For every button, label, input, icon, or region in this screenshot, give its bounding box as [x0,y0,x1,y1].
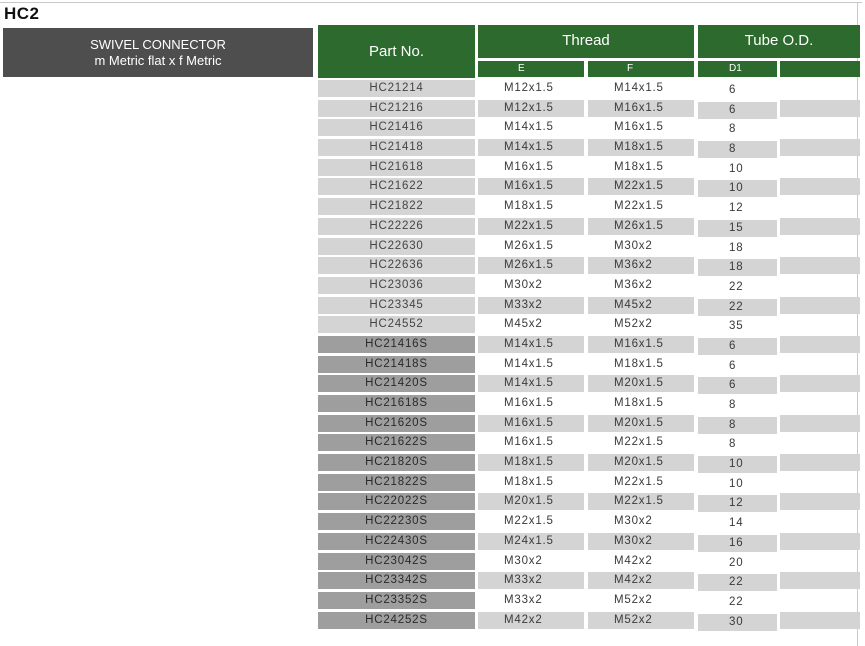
tube-d1-cell: 6 [729,359,737,372]
blank-cell [780,336,860,353]
part-no-cell: HC22430S [318,533,475,550]
table-row [0,611,865,631]
tube-d1-cell: 22 [698,299,777,316]
part-no-cell: HC22230S [318,513,475,530]
thread-e-cell: M12x1.5 [504,82,554,94]
table-row [0,99,865,119]
table-row [0,177,865,197]
part-no-cell: HC22022S [318,493,475,510]
thread-f-cell: M18x1.5 [614,160,664,173]
part-no-cell: HC24552 [318,316,475,333]
thread-e-cell: M33x2 [478,572,584,589]
part-no-cell: HC21416 [318,119,475,136]
thread-e-cell: M24x1.5 [478,533,584,550]
thread-e-cell: M18x1.5 [504,200,554,213]
thread-e-cell: M14x1.5 [478,375,584,392]
blank-subheader [780,61,860,77]
blank-cell [780,277,860,294]
thread-f-cell: M30x2 [588,533,694,550]
thread-f-cell: M16x1.5 [614,121,664,134]
thread-f-cell: M20x1.5 [588,375,694,392]
thread-f-cell: M18x1.5 [614,357,664,370]
tube-d1-cell: 35 [729,320,744,333]
thread-e-cell: M20x1.5 [478,493,584,510]
thread-f-cell: M22x1.5 [614,475,664,488]
blank-cell [780,592,860,609]
table-row [0,237,865,257]
thread-f-cell: M22x1.5 [588,178,694,195]
tube-d1-cell: 20 [729,556,744,569]
table-row [0,118,865,138]
tube-d1-cell: 30 [698,614,777,631]
tube-d1-cell: 22 [729,280,744,293]
part-no-cell: HC21618S [318,395,475,412]
tube-d1-cell: 8 [729,438,737,451]
thread-f-cell: M20x1.5 [588,415,694,432]
tube-d1-cell: 6 [698,102,777,119]
thread-f-cell: M45x2 [588,297,694,314]
part-no-cell: HC21418S [318,356,475,373]
table-row [0,374,865,394]
blank-cell [780,553,860,570]
blank-cell [780,356,860,373]
thread-f-cell: M14x1.5 [614,82,664,94]
thread-e-cell: M30x2 [504,554,543,567]
blank-cell [780,119,860,136]
table-row [0,433,865,453]
part-no-cell: HC21618 [318,159,475,176]
tube-d1-cell: 10 [729,162,744,175]
blank-cell [780,395,860,412]
d1-subheader: D1 [698,61,777,77]
blank-cell [780,375,860,392]
table-row [0,158,865,178]
tube-d1-cell: 6 [698,338,777,355]
part-no-cell: HC21420S [318,375,475,392]
series-title: HC2 [4,4,40,23]
part-no-cell: HC21822 [318,198,475,215]
thread-e-cell: M26x1.5 [478,257,584,274]
table-row [0,512,865,532]
table-row [0,335,865,355]
thread-f-cell: M22x1.5 [588,493,694,510]
table-row [0,138,865,158]
thread-e-cell: M12x1.5 [478,100,584,117]
tube-d1-cell: 10 [698,456,777,473]
thread-f-cell: M18x1.5 [614,397,664,409]
thread-e-cell: M33x2 [478,297,584,314]
blank-cell [780,159,860,176]
e-subheader: E [478,61,584,77]
tube-d1-cell: 8 [729,399,737,411]
thread-f-cell: M30x2 [614,239,653,252]
blank-cell [780,533,860,550]
tube-d1-cell: 8 [698,141,777,158]
part-no-cell: HC23352S [318,592,475,609]
tube-d1-cell: 22 [698,574,777,591]
thread-e-cell: M42x2 [478,612,584,629]
table-row [0,256,865,276]
tube-d1-cell: 12 [698,495,777,512]
part-no-cell: HC21416S [318,336,475,353]
description-line-1: SWIVEL CONNECTOR [90,37,226,52]
thread-e-cell: M14x1.5 [504,121,554,134]
thread-f-cell: M16x1.5 [588,336,694,353]
thread-e-cell: M45x2 [504,318,543,331]
part-no-cell: HC23042S [318,553,475,570]
blank-cell [780,257,860,274]
thread-e-cell: M18x1.5 [504,475,554,488]
part-no-cell: HC23036 [318,277,475,294]
part-no-cell: HC24252S [318,612,475,629]
table-row [0,296,865,316]
thread-e-cell: M16x1.5 [478,178,584,195]
thread-e-cell: M30x2 [504,278,543,291]
part-no-cell: HC21418 [318,139,475,156]
description-line-2: m Metric flat x f Metric [94,53,222,68]
blank-cell [780,238,860,255]
parts-table-body [0,79,865,630]
blank-cell [780,178,860,195]
thread-f-cell: M52x2 [614,593,653,606]
thread-f-cell: M36x2 [614,278,653,291]
thread-e-cell: M14x1.5 [478,139,584,156]
blank-cell [780,297,860,314]
thread-f-cell: M42x2 [614,554,653,567]
tube-d1-cell: 10 [729,477,744,490]
tube-od-header: Tube O.D. [698,25,860,58]
thread-f-cell: M18x1.5 [588,139,694,156]
blank-cell [780,139,860,156]
tube-d1-cell: 10 [698,180,777,197]
thread-e-cell: M33x2 [504,593,543,606]
thread-e-cell: M16x1.5 [504,436,554,449]
table-row [0,414,865,434]
thread-f-cell: M52x2 [588,612,694,629]
blank-cell [780,493,860,510]
thread-e-cell: M16x1.5 [478,415,584,432]
tube-d1-cell: 8 [729,123,737,136]
thread-f-cell: M22x1.5 [614,200,664,213]
blank-cell [780,474,860,491]
part-no-cell: HC21622S [318,434,475,451]
product-description [3,28,313,77]
thread-f-cell: M30x2 [614,515,653,528]
part-no-cell: HC22226 [318,218,475,235]
thread-f-cell: M16x1.5 [588,100,694,117]
blank-cell [780,80,860,97]
part-no-cell: HC21622 [318,178,475,195]
blank-cell [780,218,860,235]
part-no-cell: HC23342S [318,572,475,589]
thread-e-cell: M16x1.5 [504,160,554,173]
tube-d1-cell: 15 [698,220,777,237]
table-row [0,197,865,217]
part-no-cell: HC21822S [318,474,475,491]
table-row [0,473,865,493]
tube-d1-cell: 18 [698,259,777,276]
blank-cell [780,434,860,451]
table-row [0,492,865,512]
thread-e-cell: M22x1.5 [504,515,554,528]
tube-d1-cell: 22 [729,595,744,608]
thread-e-cell: M26x1.5 [504,239,554,252]
blank-cell [780,612,860,629]
blank-cell [780,100,860,117]
tube-d1-cell: 18 [729,241,744,254]
table-row [0,571,865,591]
thread-e-cell: M14x1.5 [478,336,584,353]
part-no-cell: HC21620S [318,415,475,432]
thread-e-cell: M16x1.5 [504,397,554,409]
part-no-cell: HC23345 [318,297,475,314]
tube-d1-cell: 6 [698,377,777,394]
blank-cell [780,513,860,530]
blank-cell [780,454,860,471]
tube-d1-cell: 14 [729,517,744,530]
blank-cell [780,316,860,333]
tube-d1-cell: 16 [698,535,777,552]
tube-d1-cell: 8 [698,417,777,434]
top-divider [0,2,862,3]
part-no-cell: HC21216 [318,100,475,117]
part-no-cell: HC22630 [318,238,475,255]
part-no-cell: HC21820S [318,454,475,471]
table-row [0,453,865,473]
thread-f-cell: M42x2 [588,572,694,589]
blank-cell [780,415,860,432]
part-no-cell: HC21214 [318,80,475,97]
part-no-cell: HC22636 [318,257,475,274]
thread-e-cell: M18x1.5 [478,454,584,471]
tube-d1-cell: 6 [729,84,737,96]
table-row [0,394,865,414]
thread-f-cell: M52x2 [614,318,653,331]
table-row [0,552,865,572]
table-row [0,276,865,296]
thread-f-cell: M22x1.5 [614,436,664,449]
thread-f-cell: M26x1.5 [588,218,694,235]
table-row [0,355,865,375]
thread-e-cell: M22x1.5 [478,218,584,235]
table-row [0,591,865,611]
blank-cell [780,572,860,589]
part-no-header: Part No. [318,25,475,78]
thread-f-cell: M20x1.5 [588,454,694,471]
thread-header: Thread [478,25,694,58]
tube-d1-cell: 12 [729,202,744,215]
table-row [0,217,865,237]
f-subheader: F [588,61,694,77]
thread-e-cell: M14x1.5 [504,357,554,370]
table-row [0,79,865,99]
blank-cell [780,198,860,215]
table-row [0,315,865,335]
table-row [0,532,865,552]
thread-f-cell: M36x2 [588,257,694,274]
